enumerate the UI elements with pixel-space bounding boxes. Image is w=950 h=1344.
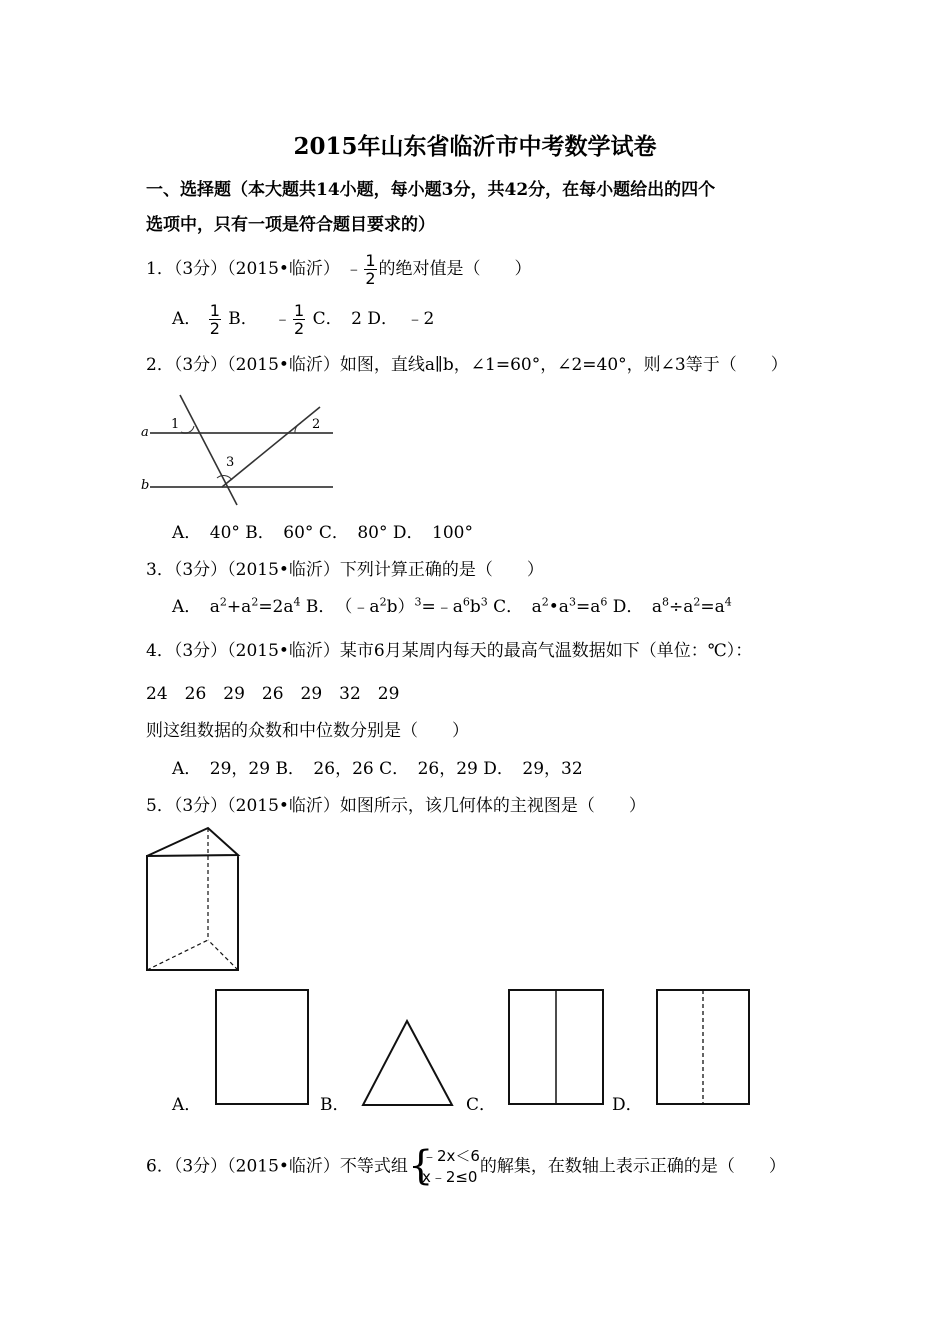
question-4: 4．（3分）（2015•临沂）某市6月某周内每天的最高气温数据如下（单位：℃）：: [146, 641, 753, 661]
label-angle-3: 3: [226, 455, 235, 470]
q3-d-e2: 2: [693, 595, 701, 609]
q1-b-num: 1: [294, 301, 305, 320]
q3-d-e1: 8: [662, 595, 670, 609]
q6-brace: {: [407, 1143, 434, 1189]
q3-c-e2: 3: [568, 595, 576, 609]
q3-a-mid2: =2a: [258, 597, 294, 617]
q5-option-d-figure: [654, 988, 754, 1108]
question-1: [146, 252, 532, 287]
q1-option-a-fraction: [209, 302, 221, 337]
q3-a-e1: 2: [219, 595, 227, 609]
q3-b-pre: B． （﹣a: [300, 597, 380, 617]
section-heading-line2: 选项中，只有一项是符合题目要求的）: [146, 215, 435, 235]
q1-neg: ﹣: [345, 259, 363, 279]
q1-fraction: [364, 252, 376, 287]
transversal-1: [180, 395, 237, 505]
q5-option-c-figure: [506, 988, 606, 1108]
q1-b-den: 2: [294, 319, 305, 338]
q5-option-b-figure: [360, 1018, 460, 1110]
q5-option-d-label: D．: [612, 1095, 643, 1115]
q3-a-e3: 4: [293, 595, 301, 609]
label-b: b: [141, 478, 150, 493]
q6-ineq-1: ﹣2x＜6: [421, 1147, 480, 1165]
q5-prism-figure: [140, 822, 250, 977]
q3-c-mid2: =a: [575, 597, 601, 617]
q3-c-mid1: •a: [548, 597, 569, 617]
q1-option-a-label: A．: [172, 309, 202, 329]
q2-options: A． 40° B． 60° C． 80° D． 100°: [172, 523, 473, 543]
section-heading-line1: 一、选择题（本大题共14小题，每小题3分，共42分，在每小题给出的四个: [146, 180, 716, 200]
q3-b-e2: 3: [414, 595, 422, 609]
label-a: a: [141, 425, 149, 440]
label-angle-2: 2: [312, 417, 321, 432]
q1-frac-num: 1: [365, 251, 376, 270]
q1-suffix: 的绝对值是（ ）: [378, 259, 532, 279]
q5-option-b-label: B．: [320, 1095, 350, 1115]
q3-d-mid2: =a: [700, 597, 725, 617]
angle-2-arc: [295, 423, 301, 433]
q3-c-e3: 6: [600, 595, 608, 609]
q6-inequality-system: [407, 1143, 480, 1189]
q4-ask: 则这组数据的众数和中位数分别是（ ）: [146, 721, 469, 741]
q1-a-den: 2: [209, 319, 220, 338]
question-2: 2．（3分）（2015•临沂）如图，直线a∥b，∠1=60°，∠2=40°，则∠3等于（ ）: [146, 355, 788, 375]
q1-prefix: 1．（3分）（2015•临沂）: [146, 259, 340, 279]
q3-b-e4: 3: [480, 595, 488, 609]
q3-d-mid1: ÷a: [669, 597, 694, 617]
angle-1-arc: [181, 426, 194, 433]
q6-prefix: 6．（3分）（2015•临沂）不等式组: [146, 1156, 408, 1177]
q6-ineq-2: x﹣2≤0: [421, 1168, 478, 1186]
q3-b-mid2: =﹣a: [421, 597, 463, 617]
q1-option-b-label: B．: [228, 309, 258, 329]
question-3: 3．（3分）（2015•临沂）下列计算正确的是（ ）: [146, 560, 544, 580]
q3-b-e1: 2: [379, 595, 387, 609]
q1-option-b-fraction: [293, 302, 305, 337]
q1-options: [172, 302, 434, 337]
page-title: 2015年山东省临沂市中考数学试卷: [293, 133, 657, 160]
q5-option-a-label: A．: [172, 1095, 202, 1115]
q3-a-e2: 2: [251, 595, 259, 609]
q1-option-cd: C． 2 D． ﹣2: [312, 309, 435, 329]
q3-c-pre: C． a: [487, 597, 542, 617]
q3-a-pre: A． a: [172, 597, 220, 617]
q1-a-num: 1: [209, 301, 220, 320]
q2-parallel-lines-figure: [140, 392, 340, 507]
q3-c-e1: 2: [541, 595, 549, 609]
q3-b-mid1: b）: [386, 597, 415, 617]
q3-options: [172, 597, 732, 617]
q3-b-mid3: b: [469, 597, 481, 617]
label-angle-1: 1: [171, 417, 180, 432]
q5-option-a-figure: [212, 988, 312, 1108]
q4-options: A． 29，29 B． 26，26 C． 26，29 D． 29，32: [172, 759, 583, 779]
q4-data: 24 26 29 26 29 32 29: [146, 684, 400, 704]
q6-suffix: 的解集，在数轴上表示正确的是（ ）: [479, 1156, 786, 1177]
q1-option-b-neg: ﹣: [274, 309, 291, 329]
q3-d-pre: D． a: [607, 597, 663, 617]
q3-d-e3: 4: [724, 595, 732, 609]
question-5: 5．（3分）（2015•临沂）如图所示，该几何体的主视图是（ ）: [146, 796, 646, 816]
q5-option-c-label: C．: [466, 1095, 497, 1115]
question-6: [146, 1143, 786, 1189]
q3-a-mid1: +a: [226, 597, 252, 617]
transversal-2: [222, 407, 320, 487]
q3-b-e3: 6: [462, 595, 470, 609]
q1-frac-den: 2: [365, 269, 376, 288]
